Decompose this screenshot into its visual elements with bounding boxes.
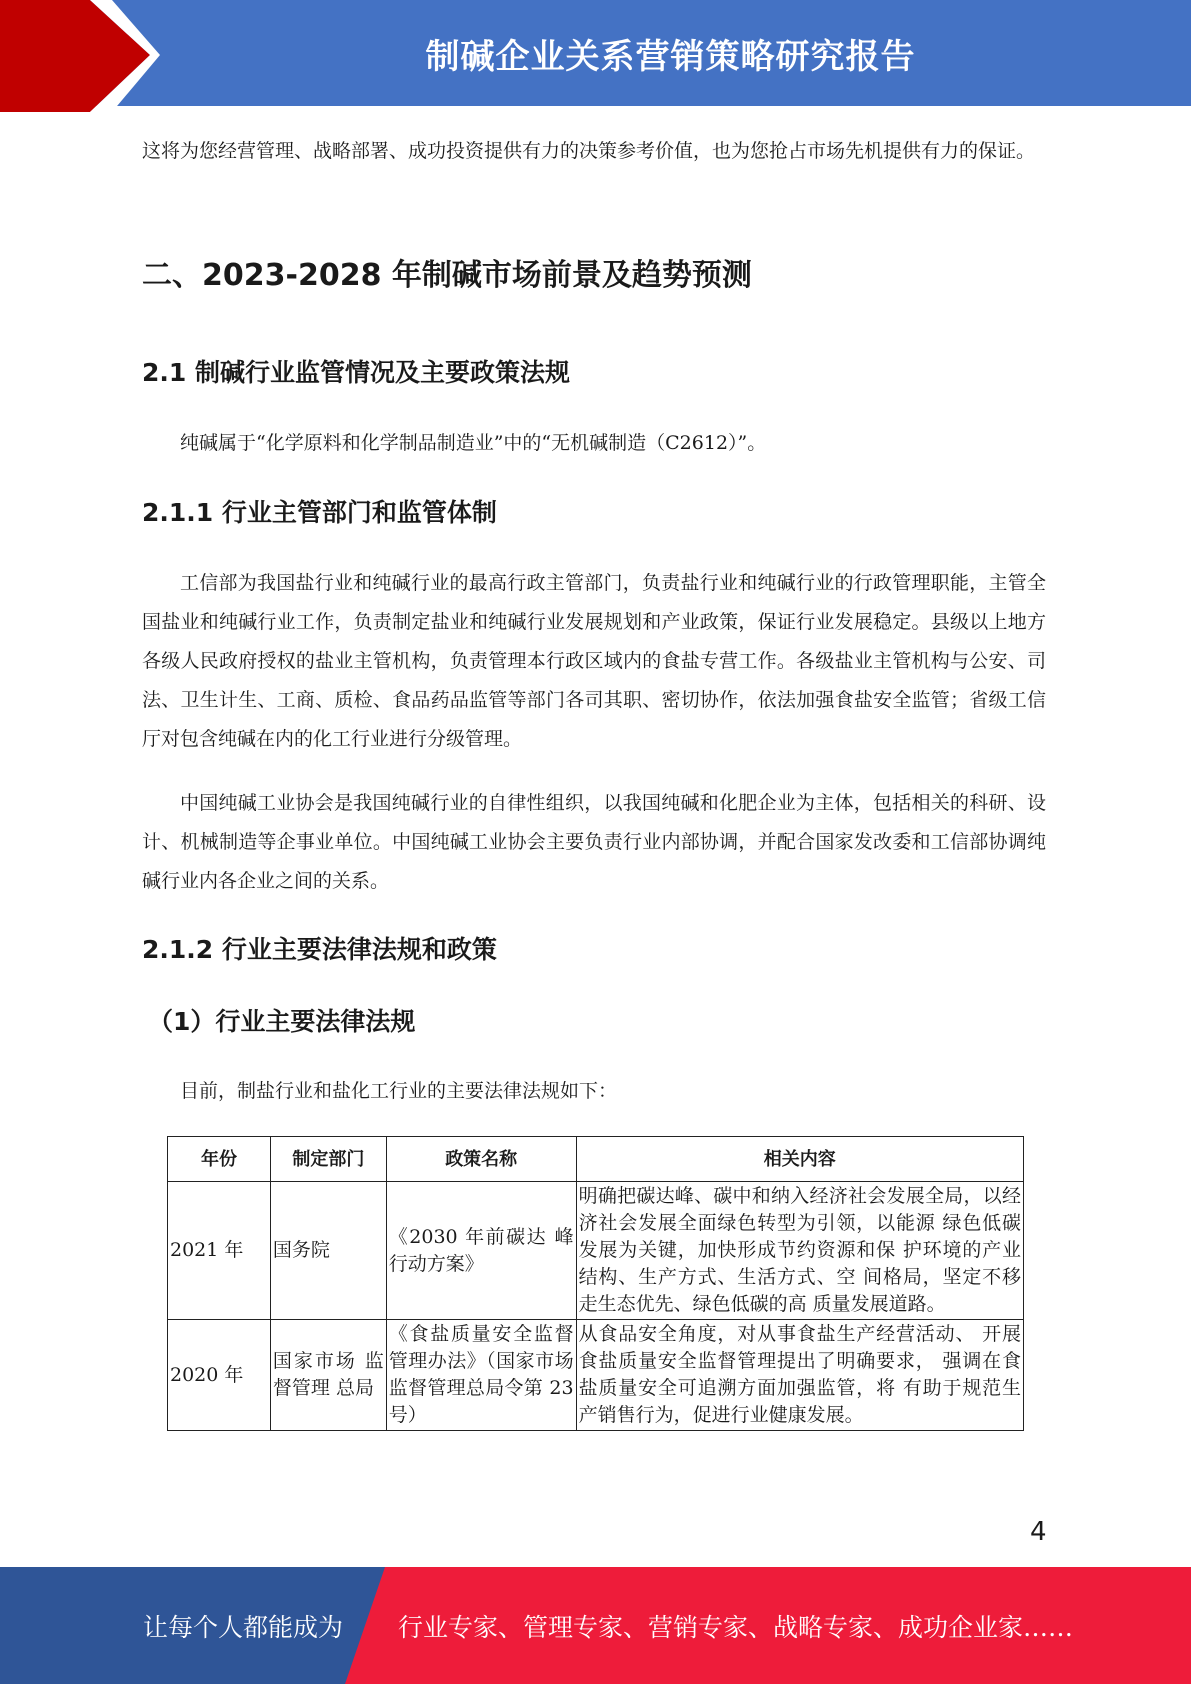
cell-content: 明确把碳达峰、碳中和纳入经济社会发展全局，以经济社会发展全面绿色转型为引领，以能源 绿色低碳发展为关键，加快形成节约资源和保 护环境的产业结构、生产方式、生活方式、空 间格局，坚定不移走生态优先、绿色低碳的高 质量发展道路。 [576, 1182, 1023, 1320]
section-title: 二、2023-2028 年制碱市场前景及趋势预测 [142, 258, 752, 293]
header-department: 制定部门 [270, 1137, 386, 1182]
header-banner [0, 0, 1191, 112]
footer-slogan-left: 让每个人都能成为 [143, 1612, 344, 1642]
table-row [168, 1320, 1024, 1431]
table-header-row [168, 1137, 1024, 1182]
subsection-2-1-2-title: 2.1.2 行业主要法律法规和政策 [142, 935, 497, 964]
header-policy: 政策名称 [386, 1137, 576, 1182]
cell-content: 从食品安全角度，对从事食盐生产经营活动、 开展食盐质量安全监督管理提出了明确要求， 强调在食盐质量安全可追溯方面加强监管，将 有助于规范生产销售行为，促进行业健康发展。 [576, 1320, 1023, 1431]
cell-department: 国家市场 监督管理 总局 [270, 1320, 386, 1431]
regulator-paragraph: 工信部为我国盐行业和纯碱行业的最高行政主管部门，负责盐行业和纯碱行业的行政管理职能，主管全国盐业和纯碱行业工作，负责制定盐业和纯碱行业发展规划和产业政策，保证行业发展稳定。县级以上地方各级人民政府授权的盐业主管机构，负责管理本行政区域内的食盐专营工作。各级盐业主管机构与公安、司法、卫生计生、工商、质检、食品药品监管等部门各司其职、密切协作，依法加强食盐安全监管；省级工信厅对包含纯碱在内的化工行业进行分级管理。 [142, 572, 1046, 750]
association-paragraph: 中国纯碱工业协会是我国纯碱行业的自律性组织，以我国纯碱和化肥企业为主体，包括相关的科研、设计、机械制造等企事业单位。中国纯碱工业协会主要负责行业内部协调，并配合国家发改委和工信部协调纯碱行业内各企业之间的关系。 [142, 792, 1046, 892]
subsection-2-1-title: 2.1 制碱行业监管情况及主要政策法规 [142, 358, 570, 387]
table-row [168, 1182, 1024, 1320]
cell-year: 2020 年 [168, 1320, 271, 1431]
cell-year: 2021 年 [168, 1182, 271, 1320]
cell-policy: 《2030 年前碳达 峰行动方案》 [386, 1182, 576, 1320]
policy-table [167, 1136, 1024, 1431]
subsection-2-1-1-title: 2.1.1 行业主管部门和监管体制 [142, 498, 497, 527]
footer-slogan-right: 行业专家、管理专家、营销专家、战略专家、成功企业家…… [398, 1612, 1074, 1642]
header-year: 年份 [168, 1137, 271, 1182]
cell-department: 国务院 [270, 1182, 386, 1320]
laws-intro: 目前，制盐行业和盐化工行业的主要法律法规如下： [180, 1080, 618, 1102]
header-content: 相关内容 [576, 1137, 1023, 1182]
cell-policy: 《食盐质量安全监督管理办法》（国家市场监督管理总局令第 23 号） [386, 1320, 576, 1431]
footer-banner [0, 1567, 1191, 1684]
report-title: 制碱企业关系营销策略研究报告 [425, 36, 916, 77]
intro-paragraph: 这将为您经营管理、战略部署、成功投资提供有力的决策参考价值，也为您抢占市场先机提供有力的保证。 [142, 140, 1036, 162]
page-number: 4 [1030, 1517, 1047, 1547]
subsection-2-1-text: 纯碱属于“化学原料和化学制品制造业”中的“无机碱制造（C2612）”。 [180, 432, 767, 454]
laws-subtitle: （1）行业主要法律法规 [148, 1007, 416, 1036]
